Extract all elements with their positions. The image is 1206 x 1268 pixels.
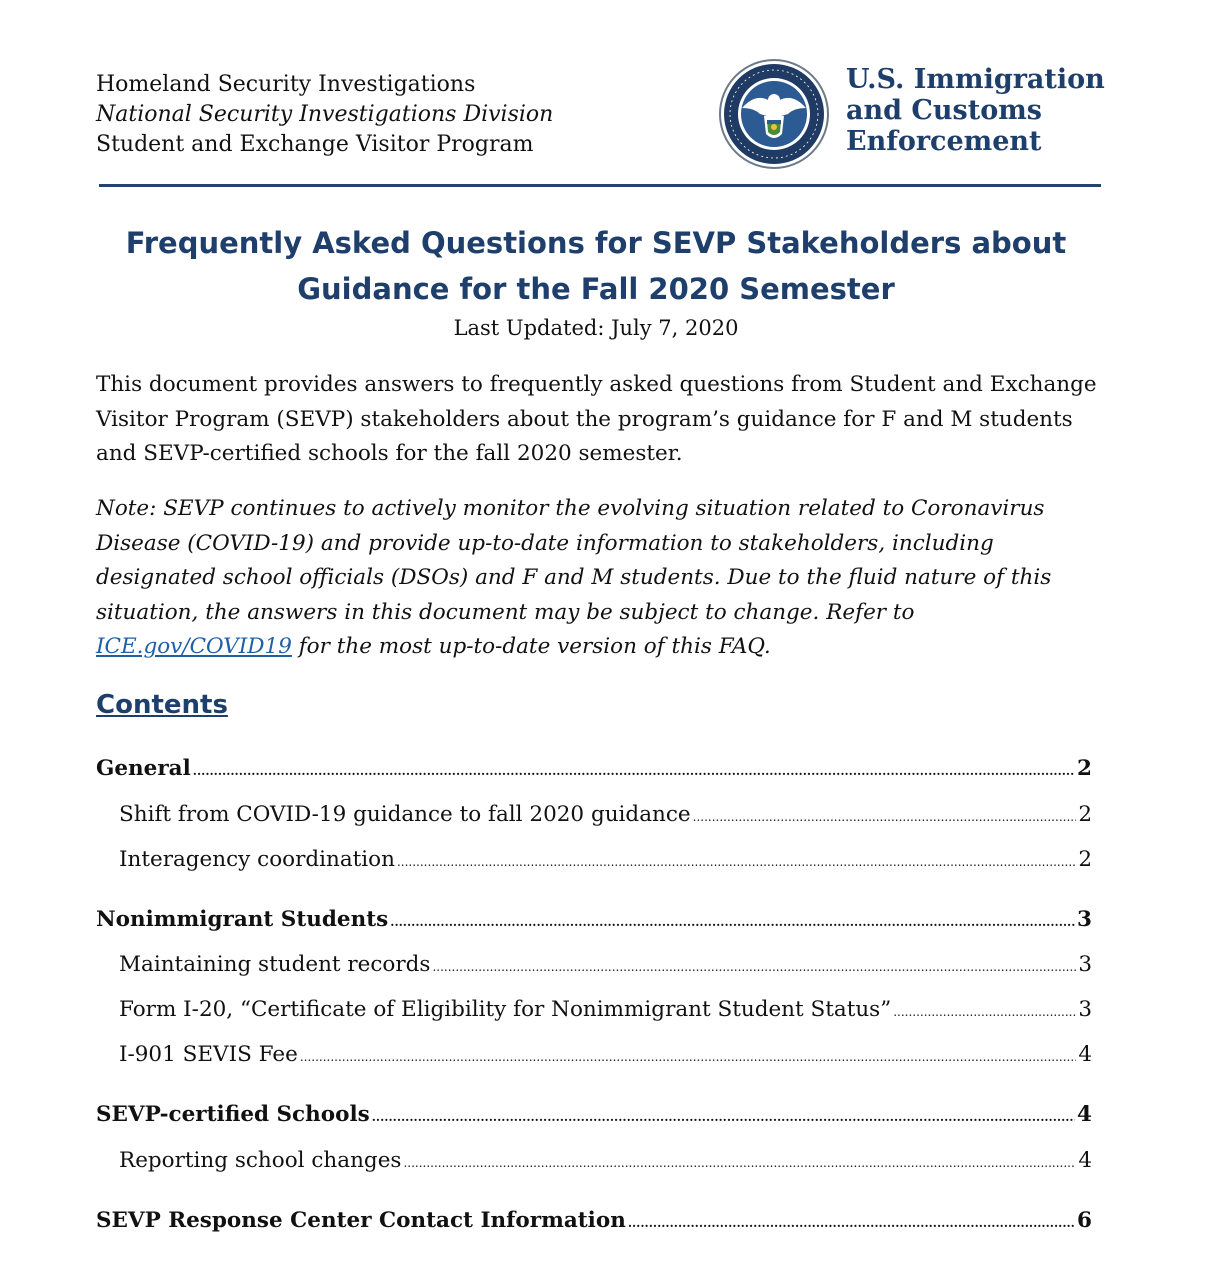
- title-line-1: Frequently Asked Questions for SEVP Stakeholders about: [125, 226, 1067, 260]
- toc-entry-label: I-901 SEVIS Fee: [119, 1042, 298, 1067]
- toc-entry[interactable]: [96, 907, 1092, 932]
- toc-dot-leader: [390, 907, 1075, 932]
- toc-entry-label: SEVP Response Center Contact Information: [96, 1208, 626, 1233]
- toc-entry[interactable]: [96, 952, 1092, 977]
- note-paragraph: [96, 492, 1106, 665]
- last-updated: Last Updated: July 7, 2020: [453, 316, 739, 340]
- toc-page-number: 2: [1077, 756, 1092, 781]
- agency-wordmark: [846, 64, 1105, 157]
- toc-dot-leader: [193, 756, 1075, 781]
- agency-line-2: and Customs: [846, 95, 1042, 126]
- toc-dot-leader: [300, 1042, 1076, 1067]
- toc-page-number: 4: [1078, 1042, 1092, 1067]
- toc-dot-leader: [893, 997, 1076, 1022]
- toc-entry[interactable]: [96, 847, 1092, 872]
- toc-entry[interactable]: [96, 997, 1092, 1022]
- header-organization: [96, 70, 553, 160]
- toc-entry-label: Reporting school changes: [119, 1148, 402, 1173]
- dhs-seal-icon: [718, 58, 830, 170]
- toc-page-number: 3: [1078, 952, 1092, 977]
- toc-page-number: 2: [1078, 802, 1092, 827]
- toc-entry[interactable]: [96, 1148, 1092, 1173]
- header-divider: [99, 184, 1101, 187]
- agency-line-1: U.S. Immigration: [846, 64, 1105, 95]
- toc-entry-label: Interagency coordination: [119, 847, 395, 872]
- toc-entry[interactable]: [96, 1102, 1092, 1127]
- toc-entry[interactable]: [96, 802, 1092, 827]
- note-text-after: for the most up-to-date version of this FAQ.: [291, 634, 771, 659]
- toc-entry-label: General: [96, 756, 191, 781]
- toc-dot-leader: [397, 847, 1076, 872]
- toc-page-number: 4: [1078, 1148, 1092, 1173]
- toc-entry-label: Maintaining student records: [119, 952, 431, 977]
- toc-entry-label: Nonimmigrant Students: [96, 907, 389, 932]
- toc-entry-label: Form I-20, “Certificate of Eligibility for Nonimmigrant Student Status”: [119, 997, 892, 1022]
- toc-page-number: 3: [1078, 997, 1092, 1022]
- toc-page-number: 3: [1077, 907, 1092, 932]
- toc-entry-label: SEVP-certified Schools: [96, 1102, 370, 1127]
- document-title: [96, 220, 1096, 312]
- toc-dot-leader: [628, 1208, 1075, 1233]
- header-line-hsi: Homeland Security Investigations: [96, 72, 476, 97]
- toc-page-number: 6: [1077, 1208, 1092, 1233]
- toc-page-number: 4: [1077, 1102, 1092, 1127]
- intro-paragraph: This document provides answers to frequently asked questions from Student and Exchange Visitor Program (SEVP) stakeholders about the program’s guidance for F and M students and SEVP-certified schools for the fall 2020 semester.: [96, 372, 1097, 466]
- header-line-program: Student and Exchange Visitor Program: [96, 132, 534, 157]
- toc-dot-leader: [693, 802, 1077, 827]
- toc-entry-label: Shift from COVID-19 guidance to fall 2020 guidance: [119, 802, 691, 827]
- toc-page-number: 2: [1078, 847, 1092, 872]
- toc-dot-leader: [432, 952, 1076, 977]
- toc-entry[interactable]: [96, 1042, 1092, 1067]
- contents-heading: Contents: [96, 690, 228, 720]
- agency-line-3: Enforcement: [846, 126, 1042, 157]
- header-line-division: National Security Investigations Division: [96, 102, 554, 127]
- toc-entry[interactable]: [96, 1208, 1092, 1233]
- note-text-before: Note: SEVP continues to actively monitor the evolving situation related to Coronavirus Disease (COVID-19) and provide up-to-date information to stakeholders, including designated school officials (DSOs) and F and M students. Due to the fluid nature of this situation, the answers in this document may be subject to change. Refer to: [96, 496, 1052, 625]
- toc-dot-leader: [403, 1148, 1076, 1173]
- toc-entry[interactable]: [96, 756, 1092, 781]
- covid19-link[interactable]: ICE.gov/COVID19: [96, 634, 292, 659]
- toc-dot-leader: [372, 1102, 1075, 1127]
- title-line-2: Guidance for the Fall 2020 Semester: [297, 272, 895, 306]
